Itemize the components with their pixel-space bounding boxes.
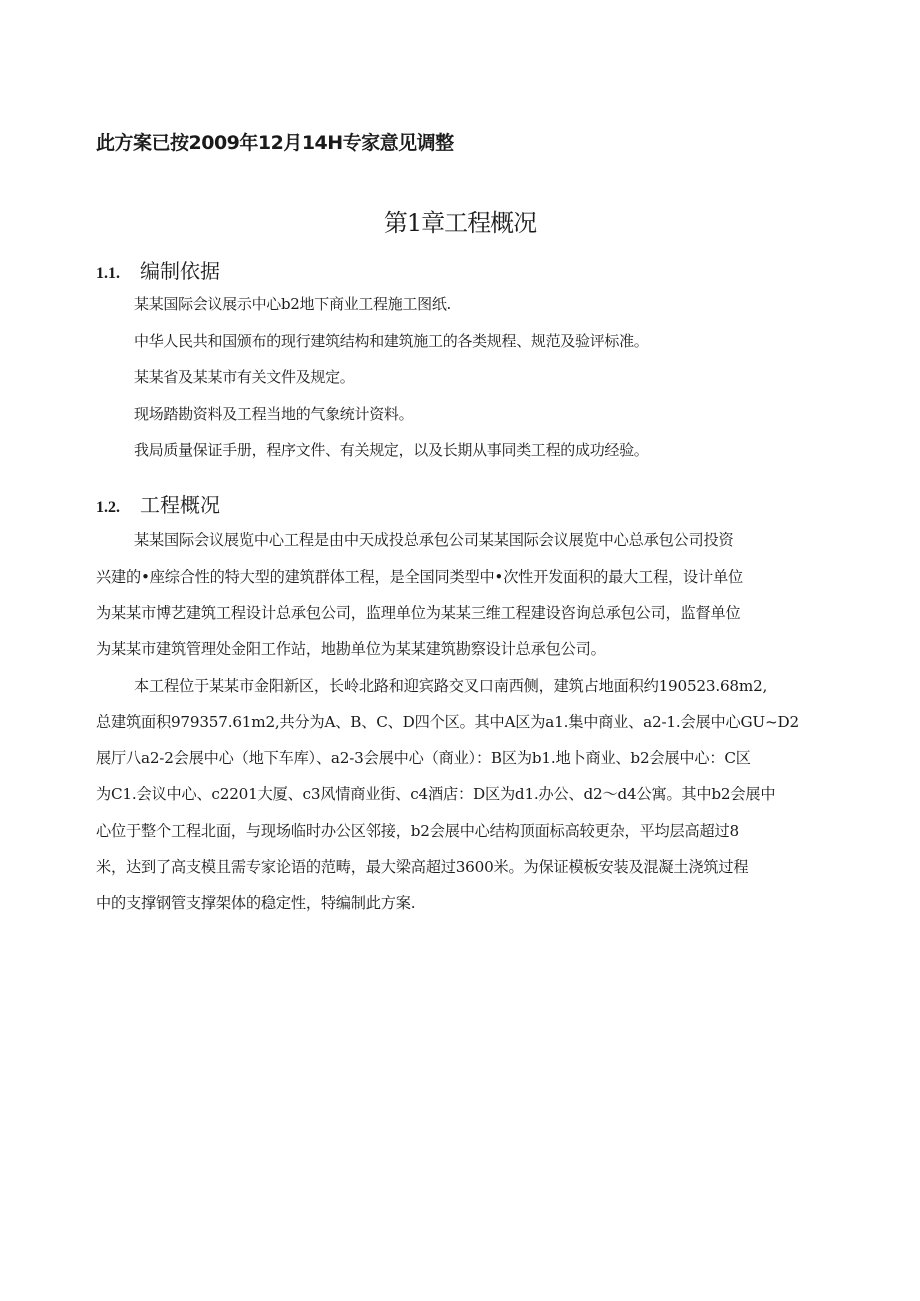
paragraph-line: 米，达到了高支模且需专家论语的范畴，最大梁高超过3600米。为保证模板安装及混凝土浇筑过程 <box>96 858 749 876</box>
paragraph-line: 总建筑面积979357.61m2,共分为A、B、C、D四个区。其中A区为a1.集中商业、a2-1.会展中心GU~D2 <box>96 713 799 731</box>
list-item: 现场踏勘资料及工程当地的气象统计资料。 <box>134 404 414 423</box>
list-item: 某某省及某某市有关文件及规定。 <box>134 368 355 386</box>
section-number: 1.2. <box>96 499 120 516</box>
list-item: 中华人民共和国颁布的现行建筑结构和建筑施工的各类规程、规范及验评标准。 <box>134 331 649 350</box>
section-number: 1.1. <box>96 265 120 282</box>
paragraph-line: 本工程位于某某市金阳新区，长岭北路和迎宾路交叉口南西侧，建筑占地面积约190523.68m2, <box>134 677 768 695</box>
basis-list <box>134 293 649 476</box>
paragraph-line: 为某某市建筑管理处金阳工作站，地勘单位为某某建筑勘察设计总承包公司。 <box>96 640 606 658</box>
paragraph-line: 中的支撑钢管支撑架体的稳定性，特编制此方案. <box>96 894 416 912</box>
paragraph-line: 为某某市博艺建筑工程设计总承包公司，监理单位为某某三维工程建设咨询总承包公司，监督单位 <box>96 604 741 622</box>
section-title: 工程概况 <box>140 493 220 517</box>
paragraph-line: 兴建的•座综合性的特大型的建筑群体工程，是全国同类型中•次性开发面积的最大工程，设计单位 <box>96 568 743 586</box>
section-title: 编制依据 <box>140 259 220 283</box>
list-item: 我局质量保证手册，程序文件、有关规定，以及长期从事同类工程的成功经验。 <box>134 441 649 459</box>
paragraph-line: 为C1.会议中心、c2201大厦、c3风情商业街、c4酒店：D区为d1.办公、d2～d4公寓。其中b2会展中 <box>96 785 776 803</box>
paragraph-line: 某某国际会议展览中心工程是由中天成投总承包公司某某国际会议展览中心总承包公司投资 <box>134 531 734 549</box>
adjustment-note: 此方案已按2009年12月14H专家意见调整 <box>96 132 454 154</box>
section-heading-overview <box>96 489 220 518</box>
chapter-title: 第1章工程概况 <box>383 209 537 237</box>
section-heading-basis <box>96 255 220 284</box>
paragraph-line: 心位于整个工程北面，与现场临时办公区邻接，b2会展中心结构顶面标高较更杂，平均层高超过8 <box>96 822 739 840</box>
list-item: 某某国际会议展示中心b2地下商业工程施工图纸. <box>134 295 452 313</box>
paragraph-line: 展厅八a2-2会展中心（地下车库）、a2-3会展中心（商业）：B区为b1.地卜商业、b2会展中心：C区 <box>96 749 751 767</box>
